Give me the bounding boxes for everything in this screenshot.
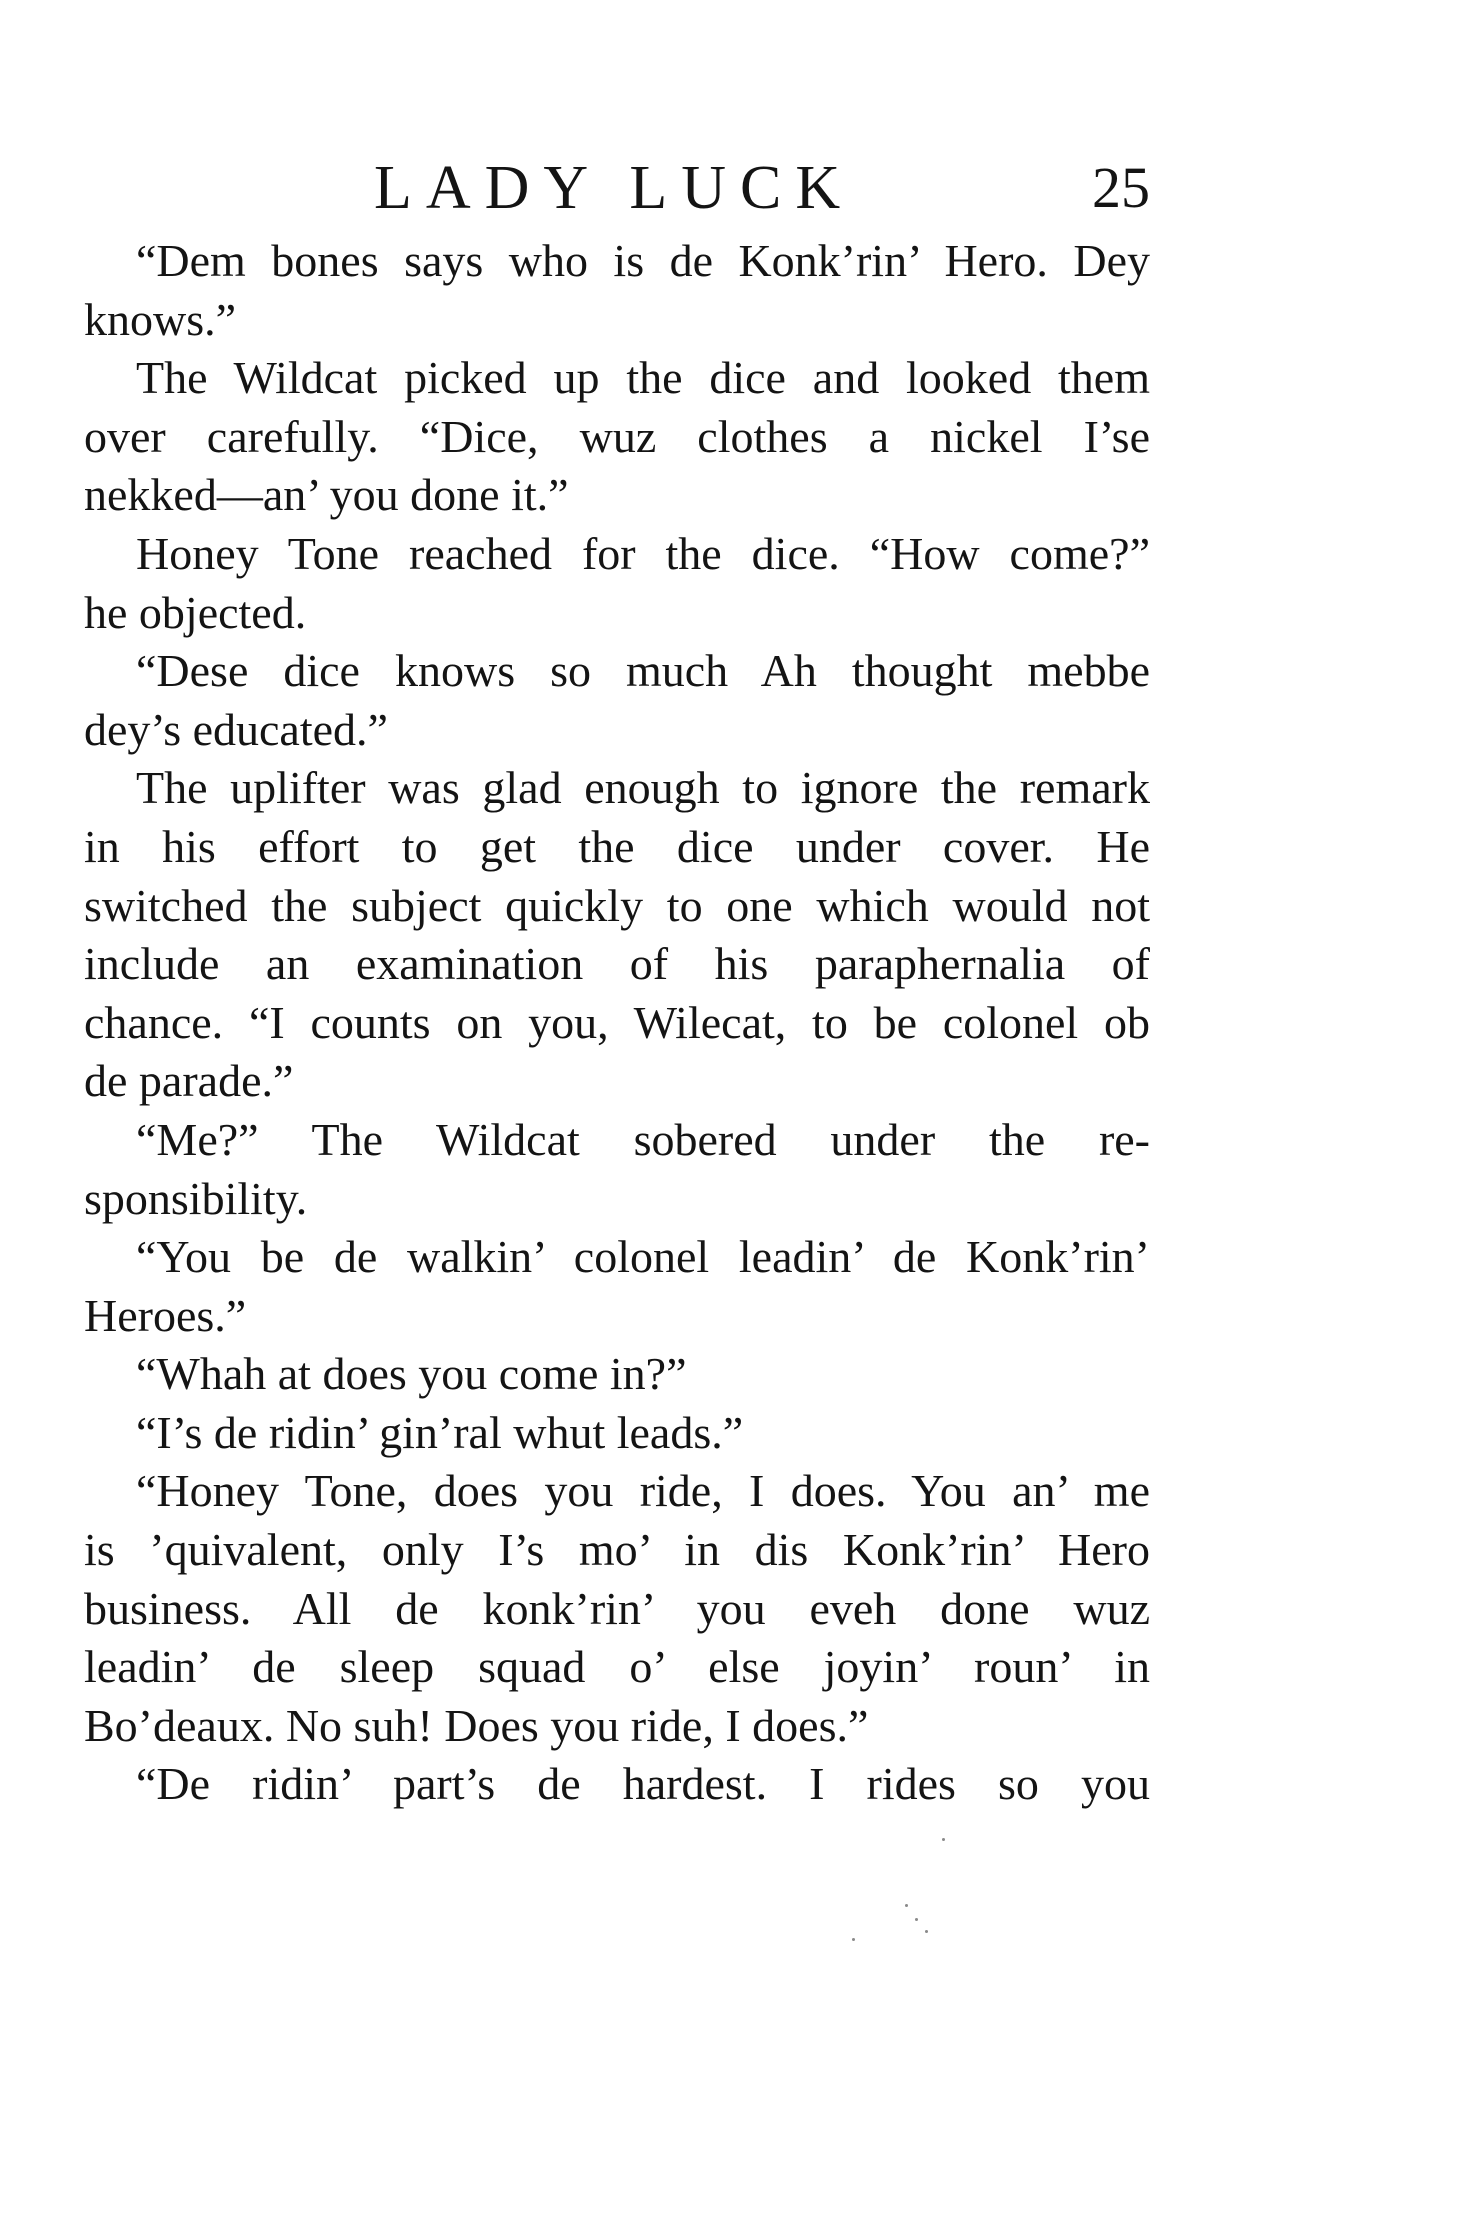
print-speck [905,1904,908,1907]
text-line: The Wildcat picked up the dice and looked them [136,352,1150,404]
text-line: Heroes.” [84,1289,247,1341]
text-line: “I’s de ridin’ gin’ral whut leads.” [136,1406,744,1458]
text-line: knows.” [84,293,237,345]
print-speck [925,1930,928,1933]
page-header [84,148,1150,228]
text-line: over carefully. “Dice, wuz clothes a nickel I’se [84,410,1150,462]
text-line: de parade.” [84,1055,294,1107]
print-speck [942,1838,945,1841]
text-line: switched the subject quickly to one which would not [84,879,1150,931]
text-line: in his effort to get the dice under cover. He [84,820,1150,872]
text-line: leadin’ de sleep squad o’ else joyin’ roun’ in [84,1641,1150,1693]
text-line: dey’s educated.” [84,703,388,755]
text-line: business. All de konk’rin’ you eveh done wuz [84,1582,1150,1634]
text-line: “Whah at does you come in?” [136,1348,687,1400]
text-line: “Dem bones says who is de Konk’rin’ Hero. Dey [136,235,1150,286]
text-line: Honey Tone reached for the dice. “How come?” [136,527,1150,579]
print-speck [915,1918,918,1921]
body-text [84,232,1150,1814]
text-line: he objected. [84,586,307,638]
text-line: sponsibility. [84,1172,308,1224]
text-line: include an examination of his paraphernalia of [84,938,1150,990]
text-line: The uplifter was glad enough to ignore the remark [136,762,1150,814]
text-line: “Honey Tone, does you ride, I does. You an’ me [136,1465,1150,1517]
text-line: chance. “I counts on you, Wilecat, to be colonel ob [84,996,1150,1048]
text-line: “Dese dice knows so much Ah thought mebbe [136,645,1150,697]
text-line: “You be de walkin’ colonel leadin’ de Konk’rin’ [136,1231,1150,1283]
text-line: Bo’deaux. No suh! Does you ride, I does.” [84,1699,869,1751]
text-line: “Me?” The Wildcat sobered under the re- [136,1113,1150,1165]
running-title: LADY LUCK [374,154,855,222]
page-number: 25 [1092,155,1150,220]
text-line: “De ridin’ part’s de hardest. I rides so you [136,1758,1150,1810]
text-line: is ’quivalent, only I’s mo’ in dis Konk’rin’ Hero [84,1524,1150,1576]
print-speck [852,1938,855,1941]
text-line: nekked—an’ you done it.” [84,469,569,521]
